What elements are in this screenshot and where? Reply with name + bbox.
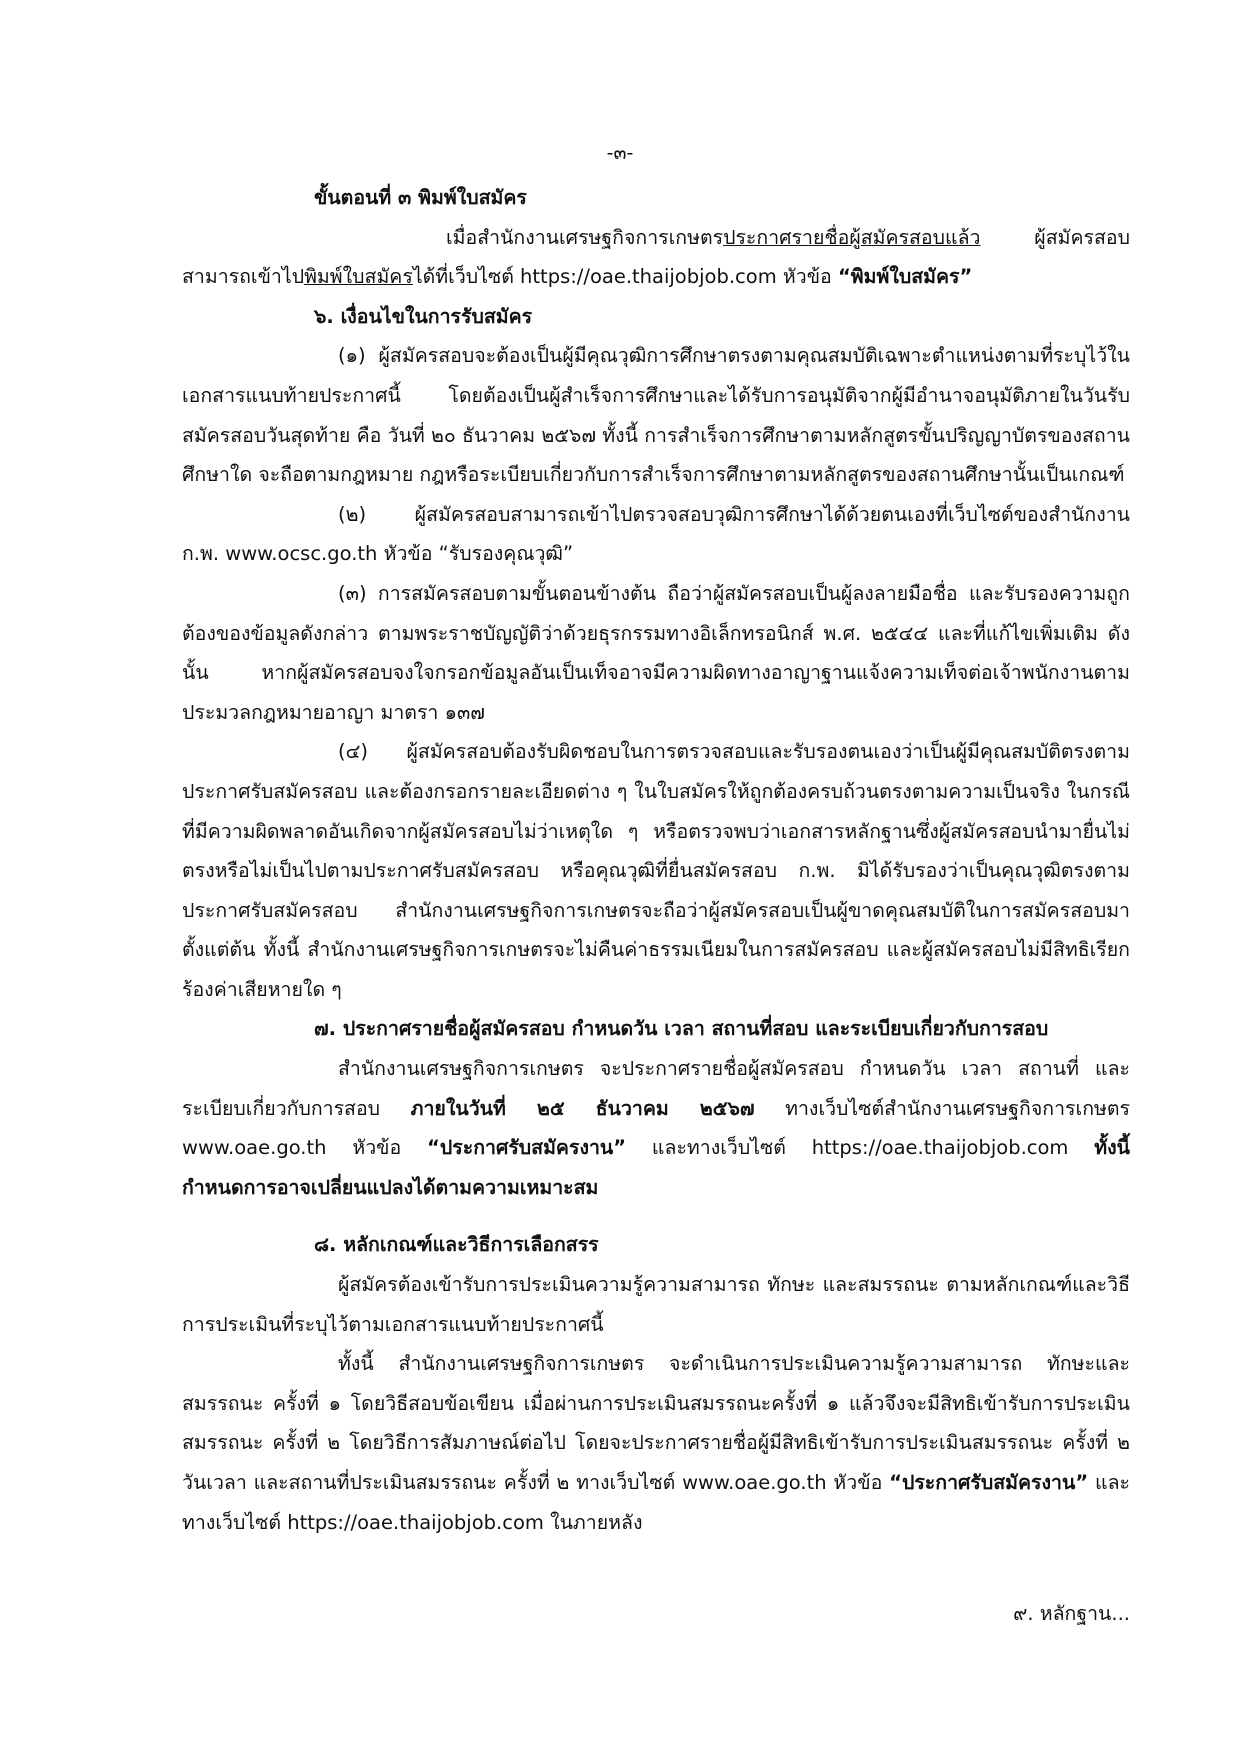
section6-item3: (๓) การสมัครสอบตามขั้นตอนข้างต้น ถือว่าผู้สมัครสอบเป็นผู้ลงลายมือชื่อ และรับรองความถูกต้องของข้อมูลดังกล่าว ตามพระราชบัญญัติว่าด้วยธุรกรรมทางอิเล็กทรอนิกส์ พ.ศ. ๒๕๔๔ และที่แก้ไขเพิ่มเติม ดังนั้น หากผู้สมัครสอบจงใจกรอกข้อมูลอันเป็นเท็จอาจมีความผิดทางอาญาฐานแจ้งความเท็จต่อเจ้าพนักงานตามประมวลกฎหมายอาญา มาตรา ๑๓๗ (182, 581, 1130, 724)
step3-topic: “พิมพ์ใบสมัคร” (837, 265, 973, 289)
section8-heading: ๘. หลักเกณฑ์และวิธีการเลือกสรร (314, 1233, 599, 1257)
page-number: -๓- (606, 142, 634, 164)
section7-text-a: สำนักงานเศรษฐกิจการเกษตร จะประกาศรายชื่อผู้สมัครสอบ กำหนดวัน เวลา สถานที่ และระเบียบเกี่ยวกับการสอบ (182, 1057, 1130, 1120)
section7-topic: “ประกาศรับสมัครงาน” (427, 1136, 627, 1160)
section7-paragraph (182, 1049, 1130, 1207)
section7-deadline: ภายในวันที่ ๒๕ ธันวาคม ๒๕๖๗ (410, 1096, 755, 1120)
section8-text-a: ทั้งนี้ สำนักงานเศรษฐกิจการเกษตร จะดำเนินการประเมินความรู้ความสามารถ ทักษะและสมรรถนะ ครั้งที่ ๑ โดยวิธีสอบข้อเขียน เมื่อผ่านการประเมินสมรรถนะครั้งที่ ๑ แล้วจึงจะมีสิทธิเข้ารับการประเมินสมรรถนะ ครั้งที่ ๒ โดยวิธีการสัมภาษณ์ต่อไป โดยจะประกาศรายชื่อผู้มีสิทธิเข้ารับการประเมินสมรรถนะ ครั้งที่ ๒ วันเวลา และสถานที่ประเมินสมรรถนะ ครั้งที่ ๒ ทางเว็บไซต์ www.oae.go.th หัวข้อ (182, 1352, 1130, 1494)
step3-announce-link: ประกาศรายชื่อผู้สมัครสอบแล้ว (723, 225, 981, 249)
section6-heading: ๖. เงื่อนไขในการรับสมัคร (314, 304, 533, 328)
section-gap (182, 1207, 1130, 1225)
section7-text-b: ทางเว็บไซต์สำนักงานเศรษฐกิจการเกษตร www.oae.go.th หัวข้อ (182, 1096, 1130, 1160)
section8-paragraph2 (182, 1344, 1130, 1542)
section6-item2: (๒) ผู้สมัครสอบสามารถเข้าไปตรวจสอบวุฒิการศึกษาได้ด้วยตนเองที่เว็บไซต์ของสำนักงาน ก.พ. www.ocsc.go.th หัวข้อ “รับรองคุณวุฒิ” (182, 502, 1130, 566)
section7-note: ทั้งนี้ กำหนดการอาจเปลี่ยนแปลงได้ตามความเหมาะสม (182, 1136, 1130, 1199)
section7-heading: ๗. ประกาศรายชื่อผู้สมัครสอบ กำหนดวัน เวลา สถานที่สอบ และระเบียบเกี่ยวกับการสอบ (314, 1017, 1049, 1041)
step3-paragraph (182, 218, 1130, 297)
section7-text-c: และทางเว็บไซต์ https://oae.thaijobjob.com (626, 1136, 1095, 1160)
step3-text-a: เมื่อสำนักงานเศรษฐกิจการเกษตร (446, 225, 724, 249)
section8-topic: “ประกาศรับสมัครงาน” (889, 1471, 1089, 1494)
section6-item1: (๑) ผู้สมัครสอบจะต้องเป็นผู้มีคุณวุฒิการศึกษาตรงตามคุณสมบัติเฉพาะตำแหน่งตามที่ระบุไว้ในเอกสารแนบท้ายประกาศนี้ โดยต้องเป็นผู้สำเร็จการศึกษาและได้รับการอนุมัติจากผู้มีอำนาจอนุมัติภายในวันรับสมัครสอบวันสุดท้าย คือ วันที่ ๒๐ ธันวาคม ๒๕๖๗ ทั้งนี้ การสำเร็จการศึกษาตามหลักสูตรขั้นปริญญาบัตรของสถานศึกษาใด จะถือตามกฎหมาย กฎหรือระเบียบเกี่ยวกับการสำเร็จการศึกษาตามหลักสูตรของสถานศึกษานั้นเป็นเกณฑ์ (182, 344, 1130, 487)
section6-item4: (๔) ผู้สมัครสอบต้องรับผิดชอบในการตรวจสอบและรับรองตนเองว่าเป็นผู้มีคุณสมบัติตรงตามประกาศรับสมัครสอบ และต้องกรอกรายละเอียดต่าง ๆ ในใบสมัครให้ถูกต้องครบถ้วนตรงตามความเป็นจริง ในกรณีที่มีความผิดพลาดอันเกิดจากผู้สมัครสอบไม่ว่าเหตุใด ๆ หรือตรวจพบว่าเอกสารหลักฐานซึ่งผู้สมัครสอบนำมายื่นไม่ตรงหรือไม่เป็นไปตามประกาศรับสมัครสอบ หรือคุณวุฒิที่ยื่นสมัครสอบ ก.พ. มิได้รับรองว่าเป็นคุณวุฒิตรงตามประกาศรับสมัครสอบ สำนักงานเศรษฐกิจการเกษตรจะถือว่าผู้สมัครสอบเป็นผู้ขาดคุณสมบัติในการสมัครสอบมาตั้งแต่ต้น ทั้งนี้ สำนักงานเศรษฐกิจการเกษตรจะไม่คืนค่าธรรมเนียมในการสมัครสอบ และผู้สมัครสอบไม่มีสิทธิเรียกร้องค่าเสียหายใด ๆ (182, 740, 1130, 1001)
step3-text-b: ผู้สมัครสอบสามารถเข้าไป (182, 225, 1130, 289)
step3-text-c: ได้ที่เว็บไซต์ https://oae.thaijobjob.com หัวข้อ (412, 265, 838, 289)
step3-heading: ขั้นตอนที่ ๓ พิมพ์ใบสมัคร (314, 186, 527, 209)
document-body (182, 178, 1130, 1542)
next-page-reference: ๙. หลักฐาน... (1013, 1602, 1130, 1625)
step3-print-link: พิมพ์ใบสมัคร (304, 265, 413, 289)
section8-text-b: และทางเว็บไซต์ https://oae.thaijobjob.com ในภายหลัง (182, 1471, 1130, 1534)
section8-paragraph1: ผู้สมัครต้องเข้ารับการประเมินความรู้ความสามารถ ทักษะ และสมรรถนะ ตามหลักเกณฑ์และวิธีการประเมินที่ระบุไว้ตามเอกสารแนบท้ายประกาศนี้ (182, 1273, 1130, 1336)
